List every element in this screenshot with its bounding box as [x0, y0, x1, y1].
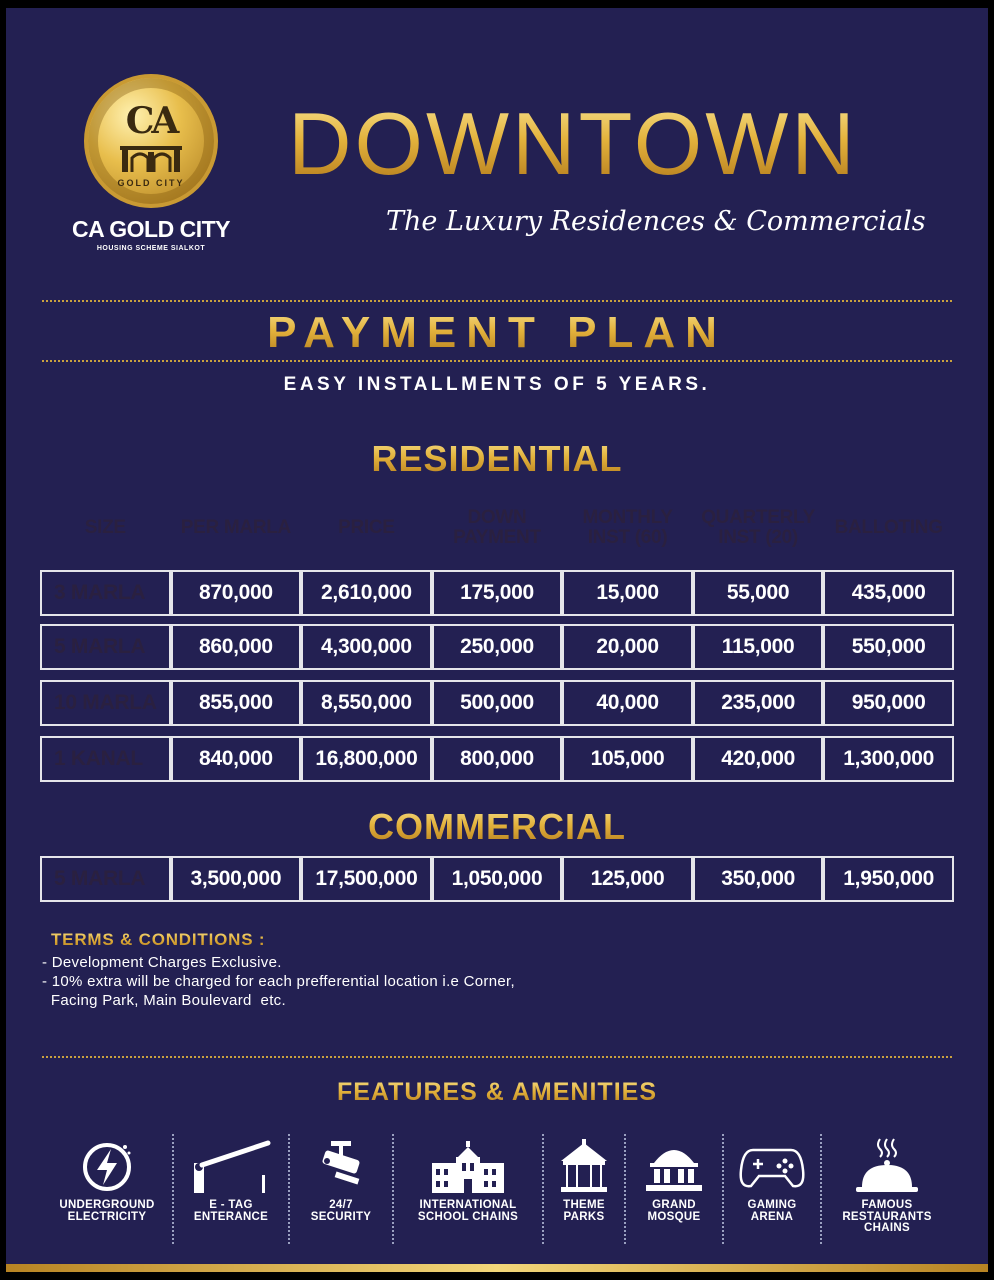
terms-heading: TERMS & CONDITIONS : — [51, 930, 266, 949]
divider — [42, 1056, 952, 1058]
logo — [56, 74, 246, 252]
residential-heading: RESIDENTIAL — [6, 438, 988, 480]
amenity-item — [624, 1134, 722, 1244]
commercial-heading: COMMERCIAL — [6, 806, 988, 848]
amenity-label: 24/7 SECURITY — [310, 1199, 372, 1223]
cell-monthly: 125,000 — [562, 856, 693, 902]
cell-balloting: 1,300,000 — [823, 736, 954, 782]
flyer-page — [6, 8, 988, 1272]
row-size: 1 KANAL — [40, 736, 171, 782]
cell-quarterly: 420,000 — [693, 736, 824, 782]
school-building-icon — [428, 1139, 508, 1195]
amenity-item — [172, 1134, 288, 1244]
cell-balloting: 950,000 — [823, 680, 954, 726]
terms-line: - 10% extra will be charged for each prefferential location i.e Corner, — [42, 973, 515, 990]
cell-monthly: 15,000 — [562, 570, 693, 616]
cell-monthly: 20,000 — [562, 624, 693, 670]
divider — [42, 300, 952, 302]
row-size: 3 MARLA — [40, 570, 171, 616]
amenity-item — [42, 1134, 172, 1244]
cell-balloting: 1,950,000 — [823, 856, 954, 902]
carousel-icon — [557, 1139, 611, 1195]
page-title: DOWNTOWN — [288, 100, 948, 188]
header-monthly-inst: MONTHLY INST (60) — [562, 496, 693, 560]
cell-down-payment: 250,000 — [432, 624, 563, 670]
header-quarterly-inst: QUARTERLY INST (20) — [693, 496, 824, 560]
cell-monthly: 105,000 — [562, 736, 693, 782]
amenity-label: E - TAG ENTERANCE — [193, 1199, 269, 1223]
cell-price: 2,610,000 — [301, 570, 432, 616]
amenity-label: UNDERGROUND ELECTRICITY — [59, 1199, 155, 1223]
cell-quarterly: 235,000 — [693, 680, 824, 726]
cell-per-marla: 870,000 — [171, 570, 302, 616]
amenity-item — [722, 1134, 820, 1244]
header-size: SIZE — [40, 496, 171, 560]
cell-down-payment: 500,000 — [432, 680, 563, 726]
brand-name: CA GOLD CITY — [72, 216, 230, 242]
row-size: 5 MARLA — [40, 856, 171, 902]
amenity-label: GAMING ARENA — [747, 1199, 797, 1223]
amenity-item — [392, 1134, 542, 1244]
amenity-label: GRAND MOSQUE — [647, 1199, 701, 1223]
barrier-gate-icon — [188, 1139, 274, 1195]
terms-line: Facing Park, Main Boulevard etc. — [42, 992, 286, 1009]
table-row — [40, 624, 954, 670]
table-row — [40, 680, 954, 726]
terms-line: - Development Charges Exclusive. — [42, 954, 282, 971]
cell-quarterly: 55,000 — [693, 570, 824, 616]
cell-per-marla: 855,000 — [171, 680, 302, 726]
header-balloting: BALLOTING — [823, 496, 954, 560]
row-size: 5 MARLA — [40, 624, 171, 670]
cell-balloting: 435,000 — [823, 570, 954, 616]
mosque-icon — [644, 1139, 704, 1195]
cell-down-payment: 1,050,000 — [432, 856, 563, 902]
table-row — [40, 736, 954, 782]
cell-per-marla: 3,500,000 — [171, 856, 302, 902]
seal-initials: CA — [125, 100, 177, 142]
cell-per-marla: 840,000 — [171, 736, 302, 782]
cell-quarterly: 115,000 — [693, 624, 824, 670]
brand-subtitle: HOUSING SCHEME SIALKOT — [96, 245, 206, 252]
amenity-item — [820, 1134, 952, 1244]
amenities-row — [42, 1134, 952, 1244]
lightning-icon — [79, 1139, 135, 1195]
header-per-marla: PER MARLA — [171, 496, 302, 560]
cell-price: 4,300,000 — [301, 624, 432, 670]
cell-down-payment: 175,000 — [432, 570, 563, 616]
header-down-payment: DOWN PAYMENT — [432, 496, 563, 560]
amenity-label: INTERNATIONAL SCHOOL CHAINS — [417, 1199, 519, 1223]
cell-monthly: 40,000 — [562, 680, 693, 726]
cell-price: 17,500,000 — [301, 856, 432, 902]
tagline: The Luxury Residences & Commercials — [386, 206, 926, 237]
gate-icon — [118, 142, 184, 172]
amenity-label: FAMOUS RESTAURANTS CHAINS — [842, 1199, 932, 1234]
gamepad-icon — [739, 1142, 805, 1192]
cloche-icon — [854, 1137, 920, 1197]
cell-down-payment: 800,000 — [432, 736, 563, 782]
cell-per-marla: 860,000 — [171, 624, 302, 670]
table-row — [40, 570, 954, 616]
table-row — [40, 856, 954, 902]
amenity-item — [542, 1134, 624, 1244]
payment-plan-title: PAYMENT PLAN — [6, 308, 988, 358]
bottom-bar — [6, 1264, 988, 1272]
row-size: 10 MARLA — [40, 680, 171, 726]
table-header-row — [40, 496, 954, 560]
payment-plan-subtitle: EASY INSTALLMENTS OF 5 YEARS. — [283, 374, 711, 395]
seal-text: GOLD CITY — [117, 178, 185, 188]
amenity-label: THEME PARKS — [563, 1199, 605, 1223]
amenity-item — [288, 1134, 392, 1244]
header-price: PRICE — [301, 496, 432, 560]
divider — [42, 360, 952, 362]
cell-price: 16,800,000 — [301, 736, 432, 782]
features-heading: FEATURES & AMENITIES — [6, 1078, 988, 1107]
cell-price: 8,550,000 — [301, 680, 432, 726]
gold-city-seal — [84, 74, 218, 208]
cctv-camera-icon — [315, 1139, 367, 1195]
cell-balloting: 550,000 — [823, 624, 954, 670]
cell-quarterly: 350,000 — [693, 856, 824, 902]
